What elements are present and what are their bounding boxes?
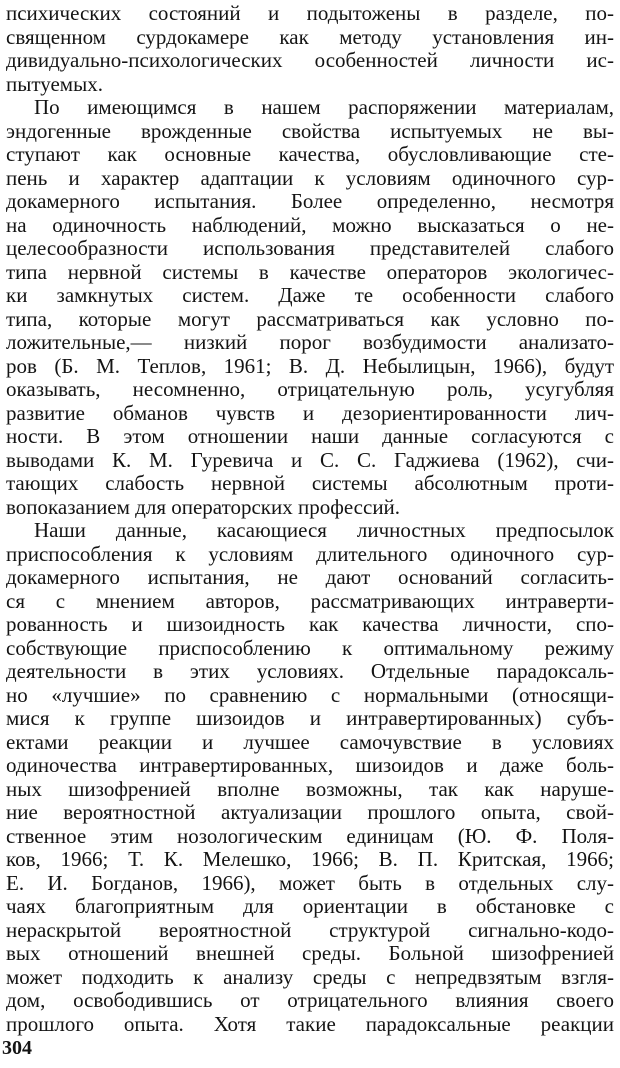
text-line: дом, освободившись от отрицательного влияния своего — [6, 989, 614, 1012]
text-line: деятельности в этих условиях. Отдельные парадоксаль- — [6, 660, 614, 683]
text-line: пытуемых. — [6, 72, 103, 96]
text-line: священном сурдокамере как методу установления ин- — [6, 25, 614, 49]
text-line: ков, 1966; Т. К. Мелешко, 1966; В. П. Критская, 1966; — [6, 848, 614, 871]
text-line: приспособления к условиям длительного одиночного сур- — [6, 542, 614, 566]
page-number: 304 — [2, 1037, 32, 1059]
text-line: ственное этим нозологическим единицам (Ю. Ф. Поля- — [6, 824, 614, 848]
text-line: но «лучшие» по сравнению с нормальными (относящи- — [6, 683, 614, 707]
text-line: целесообразности использования представителей слабого — [6, 237, 614, 260]
text-line: пень и характер адаптации к условиям одиночного сур- — [6, 166, 614, 190]
text-line: развитие обманов чувств и дезориентированности лич- — [6, 401, 614, 425]
text-line: По имеющимся в нашем распоряжении материалам, — [34, 96, 614, 119]
text-line: Наши данные, касающиеся личностных предпосылок — [34, 519, 614, 542]
text-line: ектами реакции и лучшее самочувствие в условиях — [6, 730, 614, 754]
text-line: ных шизофренией вполне возможны, так как наруше- — [6, 777, 614, 801]
text-line: тающих слабость нервной системы абсолютным проти- — [6, 472, 614, 495]
text-line: собствующие приспособлению к оптимальному режиму — [6, 636, 614, 660]
paragraph — [6, 2, 614, 96]
paragraph — [6, 96, 614, 519]
text-line: Е. И. Богданов, 1966), может быть в отдельных слу- — [6, 871, 614, 895]
text-line: рованность и шизоидность как качества личности, спо- — [6, 613, 614, 636]
text-line: дивидуально-психологических особенностей личности ис- — [6, 49, 614, 72]
text-line: ности. В этом отношении наши данные согласуются с — [6, 425, 614, 448]
text-line: выводами К. М. Гуревича и С. С. Гаджиева (1962), счи- — [6, 448, 614, 472]
text-line: вопоказанием для операторских профессий. — [6, 495, 401, 519]
text-line: нераскрытой вероятностной структурой сигнально-кодо- — [6, 918, 614, 942]
text-line: эндогенные врожденные свойства испытуемых не вы- — [6, 119, 614, 143]
text-line: чаях благоприятным для ориентации в обстановке с — [6, 895, 614, 918]
text-line: на одиночность наблюдений, можно высказаться о не- — [6, 213, 614, 237]
paragraph — [6, 519, 614, 1036]
text-line: вых отношений внешней среды. Больной шизофренией — [6, 942, 614, 965]
body-text — [6, 2, 614, 1036]
text-line: ние вероятностной актуализации прошлого опыта, свой- — [6, 801, 614, 824]
text-line: ров (Б. М. Теплов, 1961; В. Д. Небылицын, 1966), будут — [6, 354, 614, 378]
text-line: докамерного испытания. Более определенно, несмотря — [6, 190, 614, 213]
text-line: типа нервной системы в качестве операторов экологичес- — [6, 260, 614, 284]
text-line: может подходить к анализу среды с непредвзятым взгля- — [6, 965, 614, 989]
text-line: ложительные,— низкий порог возбудимости анализато- — [6, 331, 614, 354]
text-line: типа, которые могут рассматриваться как условно по- — [6, 307, 614, 331]
text-line: одиночества интравертированных, шизоидов и даже боль- — [6, 754, 614, 777]
text-line: мися к группе шизоидов и интравертированных) субъ- — [6, 707, 614, 730]
text-line: ки замкнутых систем. Даже те особенности слабого — [6, 284, 614, 307]
text-line: прошлого опыта. Хотя такие парадоксальные реакции — [6, 1012, 614, 1036]
text-line: ся с мнением авторов, рассматривающих интраверти- — [6, 589, 614, 613]
text-line: оказывать, несомненно, отрицательную роль, усугубляя — [6, 378, 614, 401]
text-line: ступают как основные качества, обусловливающие сте- — [6, 143, 614, 166]
text-line: психических состояний и подытожены в разделе, по- — [6, 2, 614, 25]
text-line: докамерного испытания, не дают оснований согласить- — [6, 566, 614, 589]
